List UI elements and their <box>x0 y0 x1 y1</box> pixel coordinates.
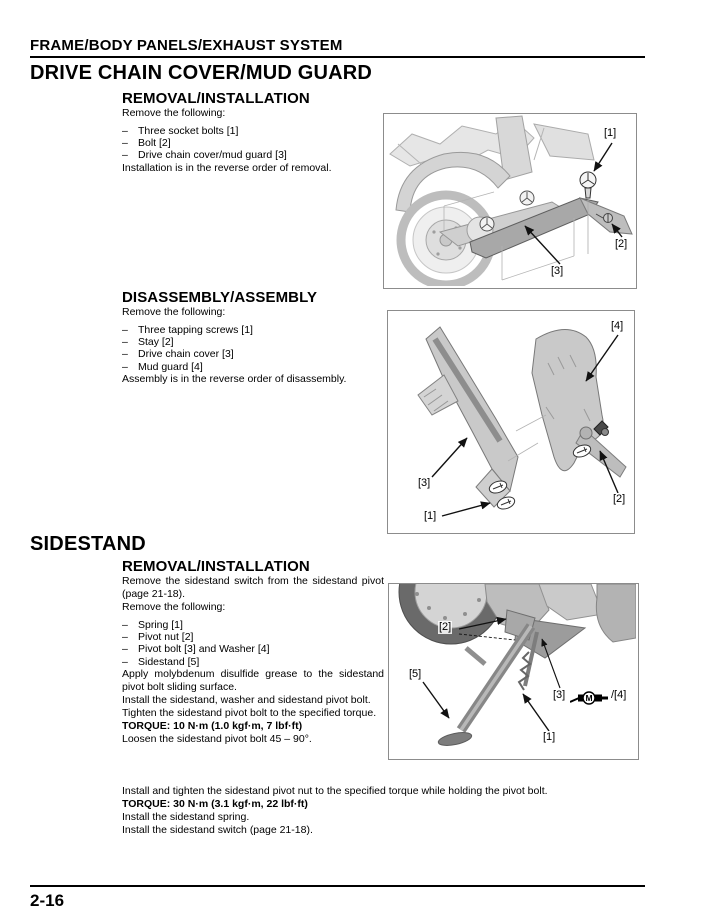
figure-sidestand-removal <box>388 583 639 760</box>
list-item-text: Drive chain cover [3] <box>138 348 234 361</box>
page-title-drive-chain-cover: DRIVE CHAIN COVER/MUD GUARD <box>30 62 373 84</box>
callout-label-1: [1] <box>543 731 556 743</box>
parts-list <box>122 324 382 373</box>
paragraph: Installation is in the reverse order of removal. <box>122 161 332 174</box>
list-item <box>122 149 382 161</box>
section-heading: DISASSEMBLY/ASSEMBLY <box>122 289 318 306</box>
paragraph: Remove the following: <box>122 107 226 119</box>
list-marker: – <box>122 324 128 336</box>
list-item-text: Pivot nut [2] <box>138 631 194 644</box>
callout-label-1: [1] <box>604 127 617 139</box>
list-marker: – <box>122 137 128 150</box>
paragraph: Install and tighten the sidestand pivot nut to the specified torque while holding the pivot bolt. <box>122 785 548 797</box>
list-item-text: Three socket bolts [1] <box>138 125 239 137</box>
figure-cover-mud-guard-disassembly <box>387 310 635 534</box>
list-item-text: Stay [2] <box>138 336 174 349</box>
motorcycle-rear-illustration <box>384 114 634 286</box>
list-item-text: Bolt [2] <box>138 137 171 150</box>
callout-label-3: [3] <box>553 689 566 701</box>
torque-spec: TORQUE: 10 N·m (1.0 kgf·m, 7 lbf·ft) <box>122 719 303 732</box>
callout-label-4: /[4] <box>611 689 627 701</box>
paragraph: Install the sidestand switch (page 21-18). <box>122 824 313 836</box>
list-item <box>122 619 384 631</box>
paragraph: Assembly is in the reverse order of disassembly. <box>122 372 347 385</box>
list-item <box>122 361 382 373</box>
callout-label-2: [2] <box>439 621 452 633</box>
list-item <box>122 125 382 137</box>
list-item <box>122 348 382 360</box>
list-item-text: Mud guard [4] <box>138 360 203 373</box>
callout-label-1: [1] <box>424 510 437 522</box>
callout-label-5: [5] <box>409 668 422 680</box>
page-number: 2-16 <box>30 891 65 910</box>
paragraph: Loosen the sidestand pivot bolt 45 – 90°. <box>122 732 312 745</box>
callout-label-3: [3] <box>418 477 431 489</box>
callout-label-3: [3] <box>551 265 564 277</box>
paragraph: Tighten the sidestand pivot bolt to the specified torque. <box>122 706 377 719</box>
list-marker: – <box>122 643 128 656</box>
drive-chain-cover-part <box>418 327 518 507</box>
page-title-sidestand: SIDESTAND <box>30 533 146 555</box>
paragraph: Remove the following: <box>122 306 226 318</box>
list-marker: – <box>122 149 128 162</box>
section-removal-installation-1 <box>122 90 382 175</box>
callout-label-4: [4] <box>611 320 624 332</box>
list-item-text: Pivot bolt [3] and Washer [4] <box>138 643 270 656</box>
list-marker: – <box>122 360 128 373</box>
section-heading: REMOVAL/INSTALLATION <box>122 90 310 107</box>
list-marker: – <box>122 125 128 137</box>
list-item-text: Three tapping screws [1] <box>138 324 253 336</box>
sidestand-illustration <box>389 584 636 757</box>
running-header: FRAME/BODY PANELS/EXHAUST SYSTEM <box>30 37 343 54</box>
footer-rule <box>30 885 645 887</box>
list-item-text: Drive chain cover/mud guard [3] <box>138 149 287 162</box>
frame-and-engine <box>485 584 636 658</box>
list-item <box>122 643 384 655</box>
list-marker: – <box>122 348 128 361</box>
list-item <box>122 137 382 149</box>
paragraph: Remove the sidestand switch from the sidestand pivot (page 21-18). <box>122 575 384 600</box>
list-item-text: Spring [1] <box>138 619 183 631</box>
section-removal-installation-2-continued <box>122 785 648 837</box>
list-marker: – <box>122 631 128 644</box>
paragraph: Remove the following: <box>122 601 226 613</box>
list-item <box>122 336 382 348</box>
section-disassembly-assembly <box>122 289 382 386</box>
callout-label-2: [2] <box>615 238 628 250</box>
callout-label-2: [2] <box>613 493 626 505</box>
svg-text:M: M <box>585 693 593 703</box>
list-item <box>122 656 384 668</box>
torque-spec: TORQUE: 30 N·m (3.1 kgf·m, 22 lbf·ft) <box>122 798 308 810</box>
paragraph: Install the sidestand spring. <box>122 811 250 823</box>
list-marker: – <box>122 619 128 631</box>
header-rule <box>30 56 645 58</box>
section-heading: REMOVAL/INSTALLATION <box>122 558 310 575</box>
list-item-text: Sidestand [5] <box>138 655 200 668</box>
list-item <box>122 631 384 643</box>
figure-drive-chain-cover-removal <box>383 113 637 289</box>
paragraph: Apply molybdenum disulfide grease to the sidestand pivot bolt sliding surface. <box>122 667 384 693</box>
cover-and-mud-guard-illustration <box>388 311 632 531</box>
parts-list <box>122 619 384 668</box>
parts-list <box>122 125 382 162</box>
list-marker: – <box>122 336 128 349</box>
section-removal-installation-2 <box>122 558 384 746</box>
list-item <box>122 324 382 336</box>
list-marker: – <box>122 655 128 668</box>
paragraph: Install the sidestand, washer and sidestand pivot bolt. <box>122 693 371 706</box>
